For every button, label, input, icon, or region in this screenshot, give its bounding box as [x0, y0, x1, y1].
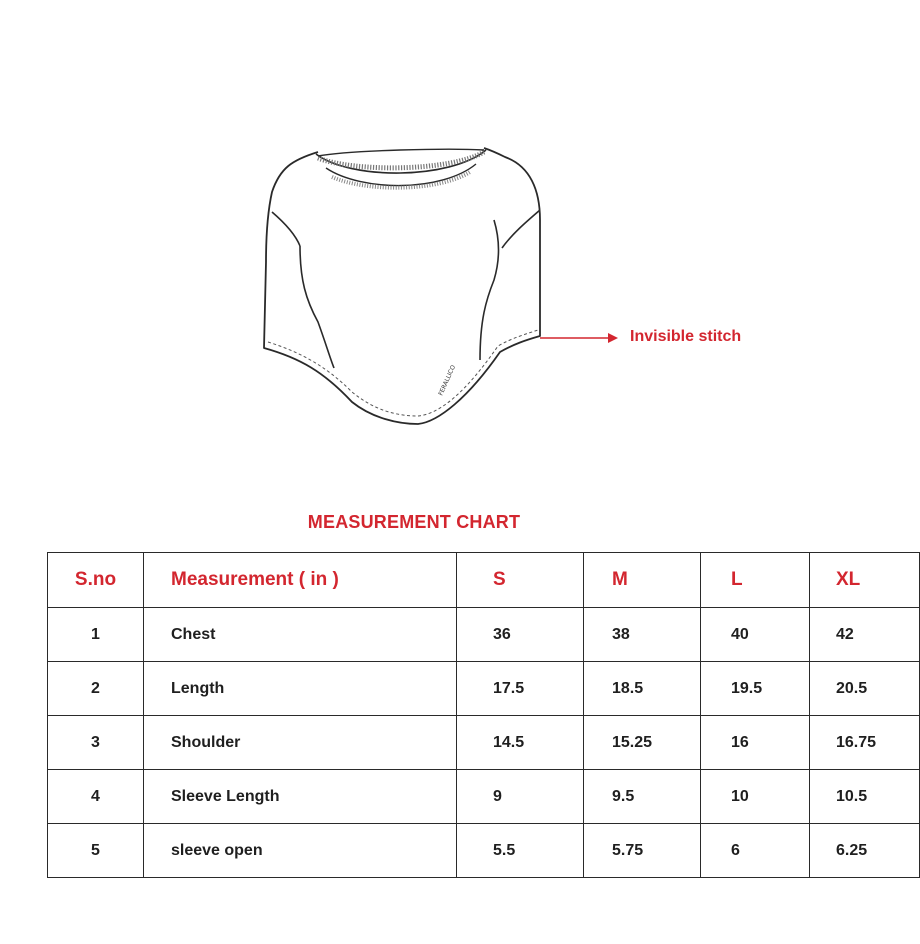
left-sleeve-seam [272, 212, 300, 246]
callout-arrow-head [608, 333, 618, 343]
cell-size-s: 14.5 [457, 716, 584, 770]
cell-size-l: 40 [701, 608, 810, 662]
cell-size-l: 16 [701, 716, 810, 770]
table-row [48, 608, 920, 662]
cell-size-xl: 20.5 [810, 662, 920, 716]
cell-sno: 5 [48, 824, 144, 878]
header-size-l: L [701, 553, 810, 608]
table-header-row [48, 553, 920, 608]
chart-title: MEASUREMENT CHART [307, 512, 521, 532]
cell-measurement: Shoulder [144, 716, 457, 770]
table-row [48, 770, 920, 824]
header-measurement: Measurement ( in ) [144, 553, 457, 608]
neckline-rib [318, 152, 484, 168]
header-sno: S.no [48, 553, 144, 608]
neckline-back [318, 149, 484, 156]
right-side-panel [480, 220, 499, 360]
cell-size-m: 5.75 [584, 824, 701, 878]
cell-measurement: Length [144, 662, 457, 716]
cell-size-xl: 6.25 [810, 824, 920, 878]
table-row [48, 662, 920, 716]
cell-measurement: Chest [144, 608, 457, 662]
left-side-panel [300, 246, 334, 368]
cell-size-s: 5.5 [457, 824, 584, 878]
cell-size-xl: 16.75 [810, 716, 920, 770]
table-row [48, 716, 920, 770]
table-row [48, 824, 920, 878]
cell-size-l: 10 [701, 770, 810, 824]
right-sleeve-seam [502, 210, 540, 248]
measurement-table [47, 552, 920, 878]
cell-size-s: 17.5 [457, 662, 584, 716]
cell-size-m: 15.25 [584, 716, 701, 770]
cell-size-xl: 42 [810, 608, 920, 662]
header-size-m: M [584, 553, 701, 608]
cell-measurement: sleeve open [144, 824, 457, 878]
cell-size-xl: 10.5 [810, 770, 920, 824]
hem-stitch [268, 330, 538, 416]
cell-sno: 2 [48, 662, 144, 716]
garment-body-outline [264, 148, 540, 424]
header-size-s: S [457, 553, 584, 608]
cell-measurement: Sleeve Length [144, 770, 457, 824]
cell-size-m: 18.5 [584, 662, 701, 716]
cell-size-s: 9 [457, 770, 584, 824]
brand-tag: FERALLICO [437, 364, 458, 397]
header-size-xl: XL [810, 553, 920, 608]
cell-size-m: 38 [584, 608, 701, 662]
garment-sketch [0, 0, 828, 480]
cell-size-l: 6 [701, 824, 810, 878]
cell-size-s: 36 [457, 608, 584, 662]
cell-size-m: 9.5 [584, 770, 701, 824]
invisible-stitch-callout: Invisible stitch [630, 328, 742, 345]
cell-size-l: 19.5 [701, 662, 810, 716]
cell-sno: 3 [48, 716, 144, 770]
cell-sno: 1 [48, 608, 144, 662]
cell-sno: 4 [48, 770, 144, 824]
